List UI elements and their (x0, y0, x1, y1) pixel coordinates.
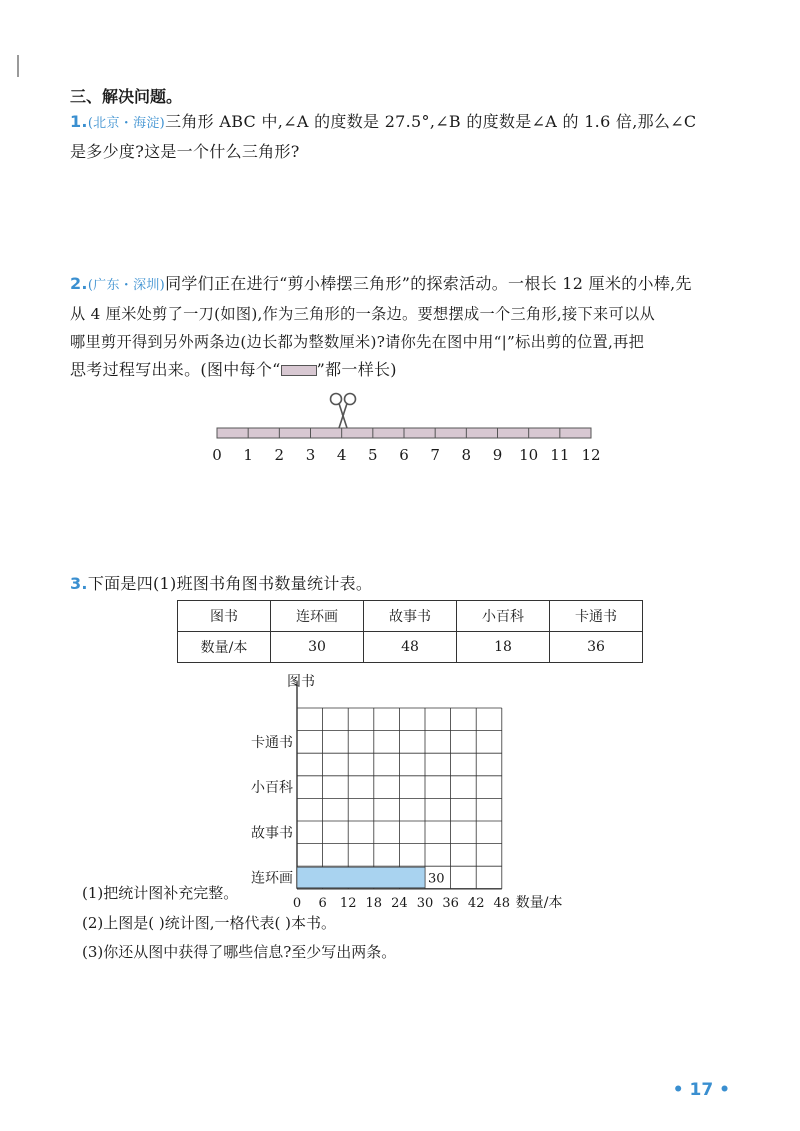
table-cell: 30 (271, 632, 364, 663)
x-tick-label: 12 (339, 895, 357, 911)
table-cell: 数量/本 (178, 632, 271, 663)
y-axis-title: 图书 (287, 674, 315, 690)
table-data-row (178, 632, 643, 663)
x-tick-label: 24 (391, 895, 408, 911)
table-cell: 卡通书 (550, 601, 643, 632)
question-3 (70, 570, 372, 598)
page-number: • 17 • (672, 1080, 730, 1100)
stick-ruler (200, 424, 610, 470)
q2-source: (广东・深圳) (87, 278, 166, 293)
q3-intro: 下面是四(1)班图书角图书数量统计表。 (87, 574, 373, 593)
q3-sub-2: (2)上图是( )统计图,一格代表( )本书。 (82, 914, 336, 932)
q2-text-4a: 思考过程写出来。(图中每个“ (70, 360, 281, 379)
table-cell: 48 (364, 632, 457, 663)
question-2 (70, 270, 692, 384)
stats-table (177, 600, 643, 663)
table-cell: 故事书 (364, 601, 457, 632)
ruler-label: 4 (336, 446, 347, 464)
q2-text-4b: ”都一样长) (316, 360, 397, 379)
chart-layer (251, 673, 563, 911)
ruler-label: 5 (368, 446, 378, 464)
table-header-row (178, 601, 643, 632)
ruler-label: 9 (492, 446, 503, 464)
category-label: 小百科 (251, 780, 293, 797)
q1-line-2: 是多少度?这是一个什么三角形? (70, 142, 300, 161)
x-tick-label: 6 (318, 895, 327, 911)
x-tick-label: 18 (365, 895, 383, 911)
stick-segment-sample (281, 365, 317, 376)
section-title: 三、解决问题。 (70, 87, 183, 106)
table-cell: 图书 (178, 601, 271, 632)
category-label: 故事书 (251, 825, 293, 842)
q1-line-1 (70, 108, 696, 138)
ruler-label: 10 (519, 446, 539, 464)
ruler-label: 2 (274, 446, 285, 464)
q3-sub-3: (3)你还从图中获得了哪些信息?至少写出两条。 (82, 943, 397, 961)
ruler-label: 11 (550, 446, 570, 464)
bar-value-label: 30 (428, 871, 445, 887)
category-label: 卡通书 (251, 734, 293, 751)
bar-chart (230, 668, 590, 911)
x-tick-label: 0 (292, 895, 302, 911)
margin-mark (17, 55, 19, 77)
q1-text-1: 三角形 ABC 中,∠A 的度数是 27.5°,∠B 的度数是∠A 的 1.6 倍,那么∠C (165, 112, 697, 131)
x-tick-label: 30 (416, 895, 434, 911)
x-axis-title: 数量/本 (515, 894, 563, 911)
bar (297, 867, 425, 888)
ruler-label: 3 (305, 446, 316, 464)
q2-line-3: 哪里剪开得到另外两条边(边长都为整数厘米)?请你先在图中用“|”标出剪的位置,再把 (70, 333, 645, 351)
q3-sub-1: (1)把统计图补充完整。 (82, 884, 239, 902)
q3-number: 3. (70, 574, 88, 593)
x-tick-label: 36 (442, 895, 459, 911)
category-label: 连环画 (251, 870, 293, 887)
q2-text-1: 同学们正在进行“剪小棒摆三角形”的探索活动。一根长 12 厘米的小棒,先 (165, 274, 692, 293)
q2-line-4 (70, 356, 692, 384)
q2-line-1 (70, 270, 692, 300)
x-tick-label: 42 (467, 895, 485, 911)
q1-source: (北京・海淀) (87, 116, 166, 131)
q2-number: 2. (70, 274, 88, 293)
table-cell: 小百科 (457, 601, 550, 632)
q1-number: 1. (70, 112, 88, 131)
ruler-label: 0 (212, 446, 222, 464)
ruler-label: 7 (430, 446, 440, 464)
table-cell: 36 (550, 632, 643, 663)
ruler-labels (212, 446, 600, 464)
q2-line-2: 从 4 厘米处剪了一刀(如图),作为三角形的一条边。要想摆成一个三角形,接下来可以从 (70, 305, 655, 323)
table-cell: 连环画 (271, 601, 364, 632)
x-tick-label: 48 (493, 895, 511, 911)
ruler-label: 6 (399, 446, 409, 464)
question-1 (70, 108, 696, 166)
table-cell: 18 (457, 632, 550, 663)
ruler-label: 8 (461, 446, 472, 464)
ruler-label: 12 (581, 446, 601, 464)
ruler-label: 1 (243, 446, 253, 464)
